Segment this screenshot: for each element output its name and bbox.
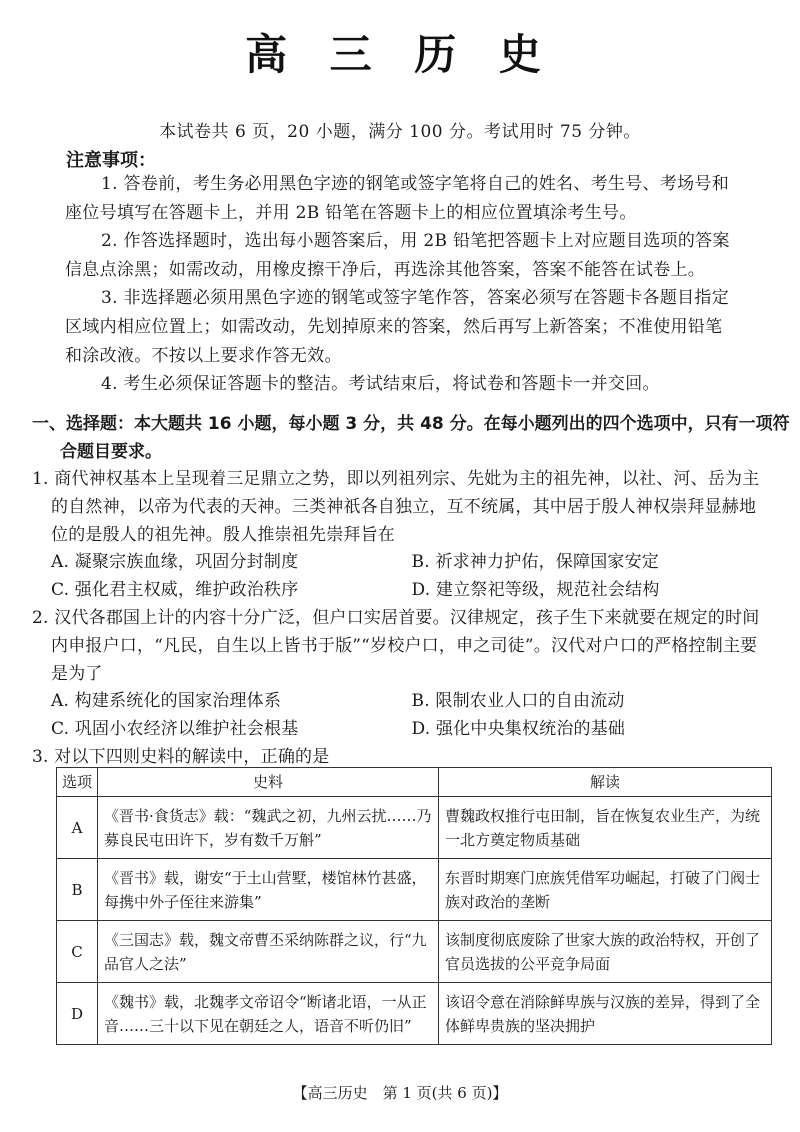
row-source: 《晋书》载，谢安“于土山营墅，楼馆林竹甚盛，每携中外子侄往来游集” (98, 859, 439, 921)
row-reading: 该诏令意在消除鲜卑族与汉族的差异，得到了全体鲜卑贵族的坚决拥护 (439, 983, 772, 1045)
table-row (57, 983, 772, 1045)
notice-item: 1. 答卷前，考生务必用黑色字迹的钢笔或签字笔将自己的姓名、考生号、考场号和座位号填写在答题卡上，并用 2B 铅笔在答题卡上的相应位置填涂考生号。 (65, 174, 730, 223)
row-source: 《三国志》载，魏文帝曹丕采纳陈群之议，行“九品官人之法” (98, 921, 439, 983)
question-1 (32, 466, 772, 605)
header-reading: 解读 (439, 768, 772, 797)
question-list (32, 466, 772, 772)
option-group (32, 549, 772, 605)
row-reading: 该制度彻底废除了世家大族的政治特权，开创了官员选拔的公平竞争局面 (439, 921, 772, 983)
header-option: 选项 (57, 768, 98, 797)
row-option: A (57, 797, 98, 859)
table-row (57, 859, 772, 921)
option-b[interactable]: B. 限制农业人口的自由流动 (411, 691, 625, 712)
question-stem: 2. 汉代各郡国上计的内容十分广泛，但户口实居首要。汉律规定，孩子生下来就要在规定的时间内申报户口，“凡民，自生以上皆书于版”“岁校户口，申之司徒”。汉代对户口的严格控制主要是为了 (32, 607, 760, 684)
option-b[interactable]: B. 祈求神力护佑，保障国家安定 (411, 552, 659, 573)
question-stem: 3. 对以下四则史料的解读中，正确的是 (32, 746, 330, 767)
page-footer: 【高三历史 第 1 页(共 6 页)】 (292, 1084, 508, 1102)
notice-item: 3. 非选择题必须用黑色字迹的钢笔或签字笔作答，答案必须写在答题卡各题目指定区域内相应位置上；如需改动，先划掉原来的答案，然后再写上新答案；不准使用铅笔和涂改液。不按以上要求作答无效。 (65, 288, 730, 366)
row-reading: 东晋时期寒门庶族凭借军功崛起，打破了门阀士族对政治的垄断 (439, 859, 772, 921)
section-heading: 一、选择题：本大题共 16 小题，每小题 3 分，共 48 分。在每小题列出的四个选项中，只有一项符合题目要求。 (32, 414, 790, 462)
page-title: 高 三 历 史 (245, 30, 555, 79)
row-source: 《魏书》载，北魏孝文帝诏令“断诸北语，一从正音……三十以下见在朝廷之人，语音不听仍旧” (98, 983, 439, 1045)
option-c[interactable]: C. 强化君主权威，维护政治秩序 (51, 580, 299, 601)
notice-item: 2. 作答选择题时，选出每小题答案后，用 2B 铅笔把答题卡上对应题目选项的答案信息点涂黑；如需改动，用橡皮擦干净后，再选涂其他答案，答案不能答在试卷上。 (65, 231, 730, 280)
table-row (57, 921, 772, 983)
table-row (57, 797, 772, 859)
notice-heading: 注意事项： (66, 150, 156, 171)
option-a[interactable]: A. 凝聚宗族血缘，巩固分封制度 (51, 552, 299, 573)
notice-item: 4. 考生必须保证答题卡的整洁。考试结束后，将试卷和答题卡一并交回。 (101, 374, 660, 395)
option-group (32, 688, 772, 744)
exam-intro: 本试卷共 6 页，20 小题，满分 100 分。考试用时 75 分钟。 (159, 122, 641, 142)
option-c[interactable]: C. 巩固小农经济以维护社会根基 (51, 719, 299, 740)
option-d[interactable]: D. 强化中央集权统治的基础 (411, 719, 626, 740)
header-source: 史料 (98, 768, 439, 797)
question-2 (32, 605, 772, 744)
row-source: 《晋书·食货志》载：“魏武之初，九州云扰……乃募良民屯田许下，岁有数千万斛” (98, 797, 439, 859)
question-stem: 1. 商代神权基本上呈现着三足鼎立之势，即以列祖列宗、先妣为主的祖先神，以社、河、岳为主的自然神，以帝为代表的天神。三类神祇各自独立，互不统属，其中居于殷人神权崇拜显赫地位的是殷人的祖先神。殷人推崇祖先崇拜旨在 (32, 469, 760, 545)
source-table (56, 767, 772, 1045)
option-d[interactable]: D. 建立祭祀等级，规范社会结构 (411, 580, 660, 601)
notice-list (65, 170, 730, 399)
table-header-row (57, 768, 772, 797)
row-option: D (57, 983, 98, 1045)
option-a[interactable]: A. 构建系统化的国家治理体系 (51, 691, 282, 712)
row-reading: 曹魏政权推行屯田制，旨在恢复农业生产，为统一北方奠定物质基础 (439, 797, 772, 859)
row-option: B (57, 859, 98, 921)
row-option: C (57, 921, 98, 983)
